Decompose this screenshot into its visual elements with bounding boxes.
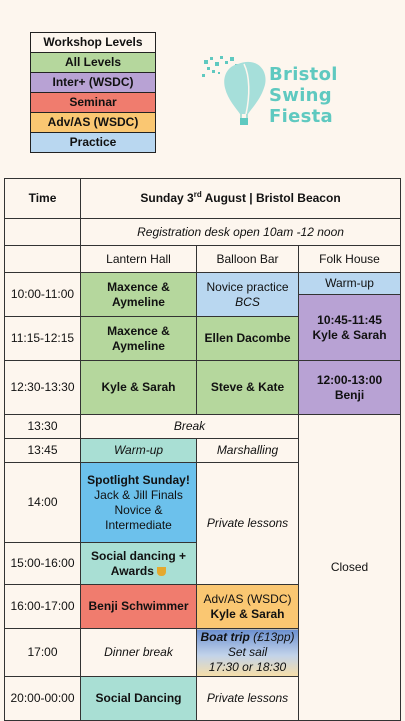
session-line: Kyle & Sarah (312, 327, 387, 342)
day-date: Sunday 3 (140, 191, 194, 205)
session-line: Kyle & Sarah (210, 606, 285, 621)
session-break: Break (81, 415, 299, 439)
session-line: Jack & Jill Finals (94, 487, 183, 502)
session-line: Maxence & (107, 323, 170, 338)
session-line: Awards (110, 563, 154, 578)
session-private-lessons-evening: Private lessons (197, 677, 299, 721)
session-steve-kate: Steve & Kate (197, 361, 299, 415)
session-line: 10:45-11:45 (317, 312, 382, 327)
session-line: Adv/AS (WSDC) (203, 591, 292, 606)
session-kyle-sarah: Kyle & Sarah (81, 361, 197, 415)
session-benji-schwimmer: Benji Schwimmer (81, 585, 197, 629)
session-spotlight-sunday (81, 463, 197, 543)
session-adv-kyle-sarah (197, 585, 299, 629)
session-maxence-aymeline (81, 273, 197, 317)
schedule-table (4, 178, 401, 721)
time-cell: 20:00-00:00 (5, 677, 81, 721)
brand-line-2: Swing (269, 85, 332, 106)
workshop-levels-legend (30, 32, 156, 153)
legend-inter-plus: Inter+ (WSDC) (31, 73, 156, 93)
session-line: Aymeline (112, 338, 165, 353)
brand-line-1: Bristol (269, 64, 338, 85)
time-cell: 13:45 (5, 439, 81, 463)
day-ordinal: rd (193, 190, 202, 199)
time-cell: 11:15-12:15 (5, 317, 81, 361)
registration-note: Registration desk open 10am -12 noon (81, 219, 401, 246)
session-line: Benji (334, 387, 365, 402)
room-balloon-bar: Balloon Bar (197, 246, 299, 273)
session-folk-closed: Closed (299, 415, 401, 721)
session-line: 17:30 or 18:30 (208, 660, 287, 674)
trophy-icon (157, 567, 166, 576)
brand-wordmark (269, 64, 369, 127)
time-cell: 10:00-11:00 (5, 273, 81, 317)
session-line: Novice & (114, 502, 163, 517)
room-folk-house: Folk House (299, 246, 401, 273)
time-cell: 16:00-17:00 (5, 585, 81, 629)
time-cell: 12:30-13:30 (5, 361, 81, 415)
legend-all-levels: All Levels (31, 53, 156, 73)
session-line: Intermediate (105, 517, 172, 532)
room-time-cell (5, 246, 81, 273)
day-venue: August | Bristol Beacon (201, 191, 341, 205)
session-maxence-aymeline-2 (81, 317, 197, 361)
session-folk-benji (299, 361, 401, 415)
session-line: Set sail (227, 645, 268, 659)
session-line: (£13pp) (249, 630, 295, 644)
legend-practice: Practice (31, 133, 156, 153)
session-novice-practice (197, 273, 299, 317)
legend-adv-as: Adv/AS (WSDC) (31, 113, 156, 133)
time-cell: 14:00 (5, 463, 81, 543)
time-header: Time (5, 179, 81, 219)
session-folk-warmup: Warm-up (299, 273, 401, 295)
session-social-awards (81, 543, 197, 585)
registration-time-cell (5, 219, 81, 246)
session-private-lessons: Private lessons (197, 463, 299, 585)
day-header (81, 179, 401, 219)
room-lantern-hall: Lantern Hall (81, 246, 197, 273)
session-ellen-dacombe: Ellen Dacombe (197, 317, 299, 361)
brand-line-3: Fiesta (269, 106, 333, 127)
session-line: Boat trip (200, 630, 250, 644)
legend-seminar: Seminar (31, 93, 156, 113)
session-line: Spotlight Sunday! (87, 472, 190, 487)
session-marshalling: Marshalling (197, 439, 299, 463)
session-dinner-break: Dinner break (81, 629, 197, 677)
time-cell: 17:00 (5, 629, 81, 677)
session-warmup: Warm-up (81, 439, 197, 463)
session-folk-kyle-sarah (299, 295, 401, 361)
session-line: Maxence & (107, 279, 170, 294)
session-line: 12:00-13:00 (316, 372, 383, 387)
time-cell: 13:30 (5, 415, 81, 439)
session-line: BCS (235, 294, 260, 309)
session-line: Novice practice (206, 279, 289, 294)
session-social-dancing: Social Dancing (81, 677, 197, 721)
session-boat-trip (197, 629, 299, 677)
session-line: Social dancing + (90, 548, 187, 563)
legend-title: Workshop Levels (31, 33, 156, 53)
time-cell: 15:00-16:00 (5, 543, 81, 585)
session-line: Aymeline (112, 294, 165, 309)
